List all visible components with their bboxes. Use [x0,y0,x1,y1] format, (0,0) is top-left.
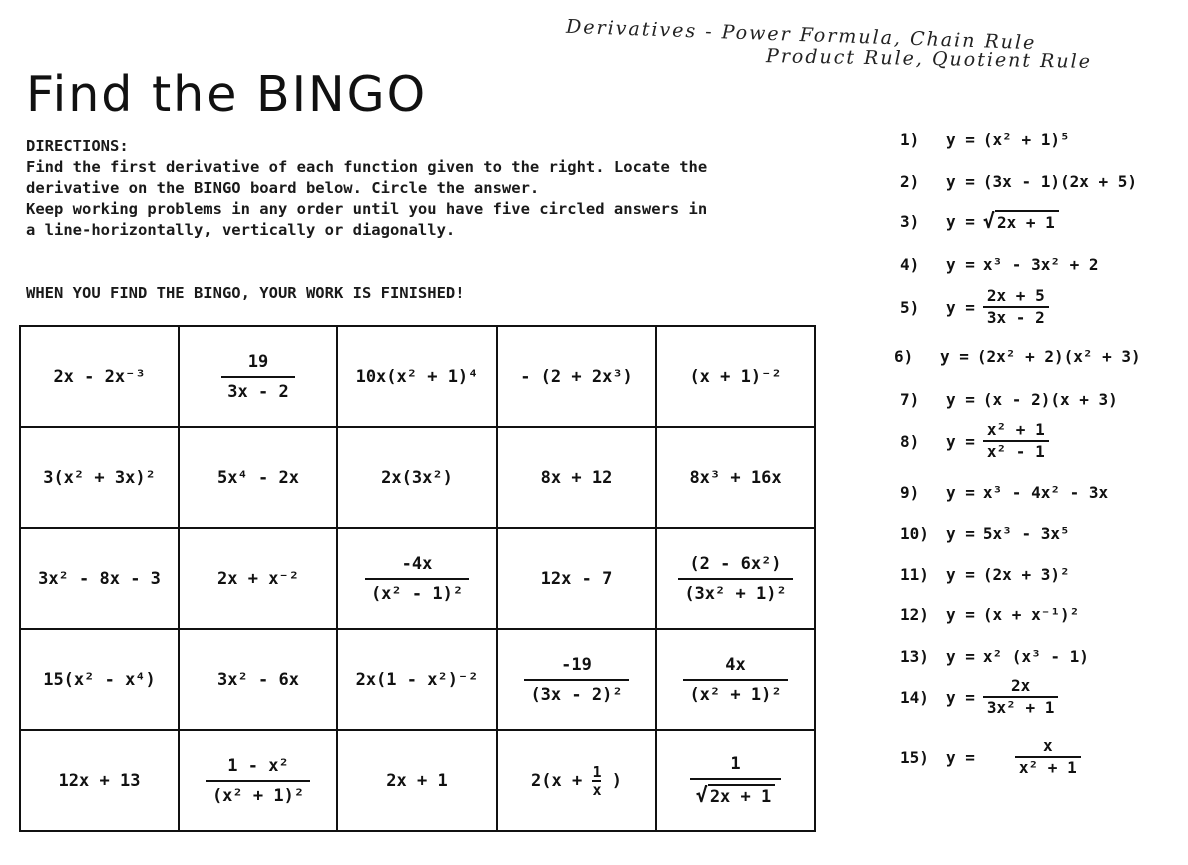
problem-number: 8) [900,431,920,451]
directions-line: derivative on the BINGO board below. Circle the answer. [26,179,540,197]
cell-fraction [678,554,792,604]
problem-y: y = [946,255,975,274]
cell-text: 8x + 12 [540,467,613,488]
cell-text: 3x² - 8x - 3 [38,568,161,589]
bingo-cell[interactable] [179,427,337,528]
bingo-cell[interactable] [497,427,656,528]
bingo-cell[interactable] [20,427,179,528]
problem-y: y = [946,605,975,624]
problem-number: 9) [900,483,920,502]
problem-item [900,647,1089,666]
fraction-denominator: x [592,780,602,799]
problem-y: y = [946,431,975,451]
cell-fraction [683,655,787,705]
problem-item [900,524,1070,543]
problem-y: y = [946,565,975,584]
bingo-cell[interactable] [179,326,337,427]
bingo-cell[interactable] [337,528,497,629]
problem-number: 14) [900,687,929,707]
cell-fraction [221,352,294,402]
problem-number: 10) [900,524,929,543]
problem-item [900,210,1059,232]
cell-text: 8x³ + 16x [689,467,782,488]
problem-number: 3) [900,211,920,231]
bingo-cell[interactable] [497,528,656,629]
bingo-cell[interactable] [656,629,815,730]
fraction-denominator: (x² - 1)² [370,583,464,604]
bingo-cell[interactable] [337,427,497,528]
cell-text: 3(x² + 3x)² [43,467,156,488]
fraction-numerator: (2 - 6x²) [689,553,782,574]
problem-item [900,255,1099,274]
fraction-numerator: -19 [561,654,592,675]
bingo-cell[interactable] [497,629,656,730]
problem-y: y = [946,297,975,317]
cell-text: (x + 1)⁻² [689,366,782,387]
problem-item [900,565,1070,584]
board-row [20,730,815,831]
handwritten-note-line1: Derivatives - Power Formula, Chain Rule [565,15,1037,55]
bingo-cell[interactable] [337,326,497,427]
cell-text: 5x⁴ - 2x [217,467,299,488]
bingo-cell[interactable] [337,629,497,730]
radical-expression [696,784,775,807]
cell-text: 10x(x² + 1)⁴ [355,366,479,387]
problem-expression: (3x - 1)(2x + 5) [982,172,1138,191]
problem-expression: x² (x³ - 1) [982,647,1089,666]
bingo-cell[interactable] [656,730,815,831]
problem-item [900,483,1108,502]
cell-fraction [524,655,628,705]
cell-text: 2x - 2x⁻³ [53,366,146,387]
problem-expression: (2x² + 2)(x² + 3) [976,347,1141,366]
fraction-numerator: -4x [401,553,433,574]
bingo-cell[interactable] [337,730,497,831]
problem-y: y = [946,211,975,231]
bingo-cell[interactable] [656,528,815,629]
problem-fraction [983,286,1049,328]
radical-icon: √ [695,783,708,807]
cell-text: 12x - 7 [540,568,613,589]
problem-y: y = [946,524,975,543]
page-title: Find the BINGO [26,66,428,123]
fraction-denominator: 3x - 2 [986,308,1045,327]
fraction-numerator: 2x + 5 [986,286,1045,305]
problem-y: y = [946,647,975,666]
finish-note: WHEN YOU FIND THE BINGO, YOUR WORK IS FINISHED! [26,284,465,302]
problem-item [900,172,1137,191]
problem-number: 2) [900,172,920,191]
problem-y: y = [946,687,975,707]
problem-fraction [983,420,1049,462]
problem-y: y = [946,747,975,767]
problem-number: 7) [900,390,920,409]
fraction-numerator: 1 - x² [227,755,289,776]
radical-icon: √ [982,209,995,233]
problem-expression: 5x³ - 3x⁵ [982,524,1070,543]
problem-expression: x³ - 4x² - 3x [982,483,1109,502]
cell-text: ) [601,770,622,791]
cell-text: 3x² - 6x [217,669,299,690]
problem-item [900,605,1079,624]
bingo-cell[interactable] [179,730,337,831]
fraction-numerator: x [1042,736,1053,755]
problem-number: 5) [900,297,920,317]
directions-line: Keep working problems in any order until you have five circled answers in [26,200,708,218]
directions-line: Find the first derivative of each function given to the right. Locate the [26,158,708,176]
fraction-numerator: 2x [1010,676,1031,695]
fraction-denominator: (3x² + 1)² [684,583,787,604]
fraction-numerator: 1 [592,762,602,781]
cell-text: 15(x² - x⁴) [43,669,156,690]
radicand: 2x + 1 [995,210,1059,232]
radicand: 2x + 1 [708,784,775,807]
bingo-cell[interactable] [20,326,179,427]
fraction-numerator: x² + 1 [986,420,1045,439]
problem-number: 15) [900,747,929,767]
problem-expression: (2x + 3)² [982,565,1070,584]
cell-text: 2x(1 - x²)⁻² [355,669,479,690]
cell-text: 2(x + [531,770,593,791]
problem-fraction [1015,736,1081,778]
bingo-cell[interactable] [20,629,179,730]
problem-number: 12) [900,605,929,624]
cell-fraction [206,756,310,806]
bingo-cell[interactable] [179,629,337,730]
board-row [20,629,815,730]
problem-item [900,286,1049,328]
cell-text: 2x + 1 [386,770,448,791]
cell-text: 12x + 13 [58,770,141,791]
problem-y: y = [946,130,975,149]
fraction-denominator: x² - 1 [986,442,1045,461]
fraction-numerator: 19 [247,351,269,372]
bingo-cell[interactable] [656,326,815,427]
bingo-cell[interactable] [20,730,179,831]
handwritten-note-line2: Product Rule, Quotient Rule [765,45,1093,73]
problem-y: y = [946,390,975,409]
board-row [20,427,815,528]
fraction-denominator: (x² + 1)² [211,785,305,806]
problem-item [900,736,1081,778]
problem-number: 1) [900,130,920,149]
problem-number: 6) [894,347,914,366]
problem-y: y = [940,347,969,366]
problem-number: 11) [900,565,929,584]
cell-fraction [690,754,781,807]
board-row [20,528,815,629]
bingo-cell[interactable] [497,730,656,831]
directions-line: a line-horizontally, vertically or diagonally. [26,221,456,239]
problem-item [900,130,1070,149]
problem-fraction [983,676,1058,718]
problem-item [900,420,1049,462]
cell-text: 2x + x⁻² [217,568,299,589]
fraction-denominator [690,780,781,807]
problem-item [894,347,1141,366]
board-row [20,326,815,427]
fraction-denominator: (x² + 1)² [689,684,782,705]
radical-expression [983,210,1059,232]
fraction-denominator: x² + 1 [1018,758,1077,777]
bingo-board [19,325,816,832]
bingo-cell[interactable] [497,326,656,427]
bingo-cell[interactable] [656,427,815,528]
problem-number: 4) [900,255,920,274]
problem-number: 13) [900,647,929,666]
directions-block [26,136,806,241]
cell-fraction [365,554,469,604]
problem-expression: (x + x⁻¹)² [982,605,1080,624]
fraction-denominator: 3x - 2 [227,381,289,402]
problem-y: y = [946,172,975,191]
bingo-cell[interactable] [179,528,337,629]
fraction-denominator: (3x - 2)² [530,684,623,705]
problem-expression: (x - 2)(x + 3) [982,390,1118,409]
problem-item [900,390,1118,409]
problem-expression: x³ - 3x² + 2 [982,255,1099,274]
bingo-cell[interactable] [20,528,179,629]
cell-text: 2x(3x²) [381,467,453,488]
fraction-numerator: 1 [730,754,741,774]
problem-item [900,676,1058,718]
fraction-denominator: 3x² + 1 [986,698,1055,717]
problem-expression: (x² + 1)⁵ [982,130,1070,149]
fraction-numerator: 4x [725,654,746,675]
directions-heading: DIRECTIONS: [26,137,129,155]
problem-y: y = [946,483,975,502]
cell-text: - (2 + 2x³) [520,366,633,387]
